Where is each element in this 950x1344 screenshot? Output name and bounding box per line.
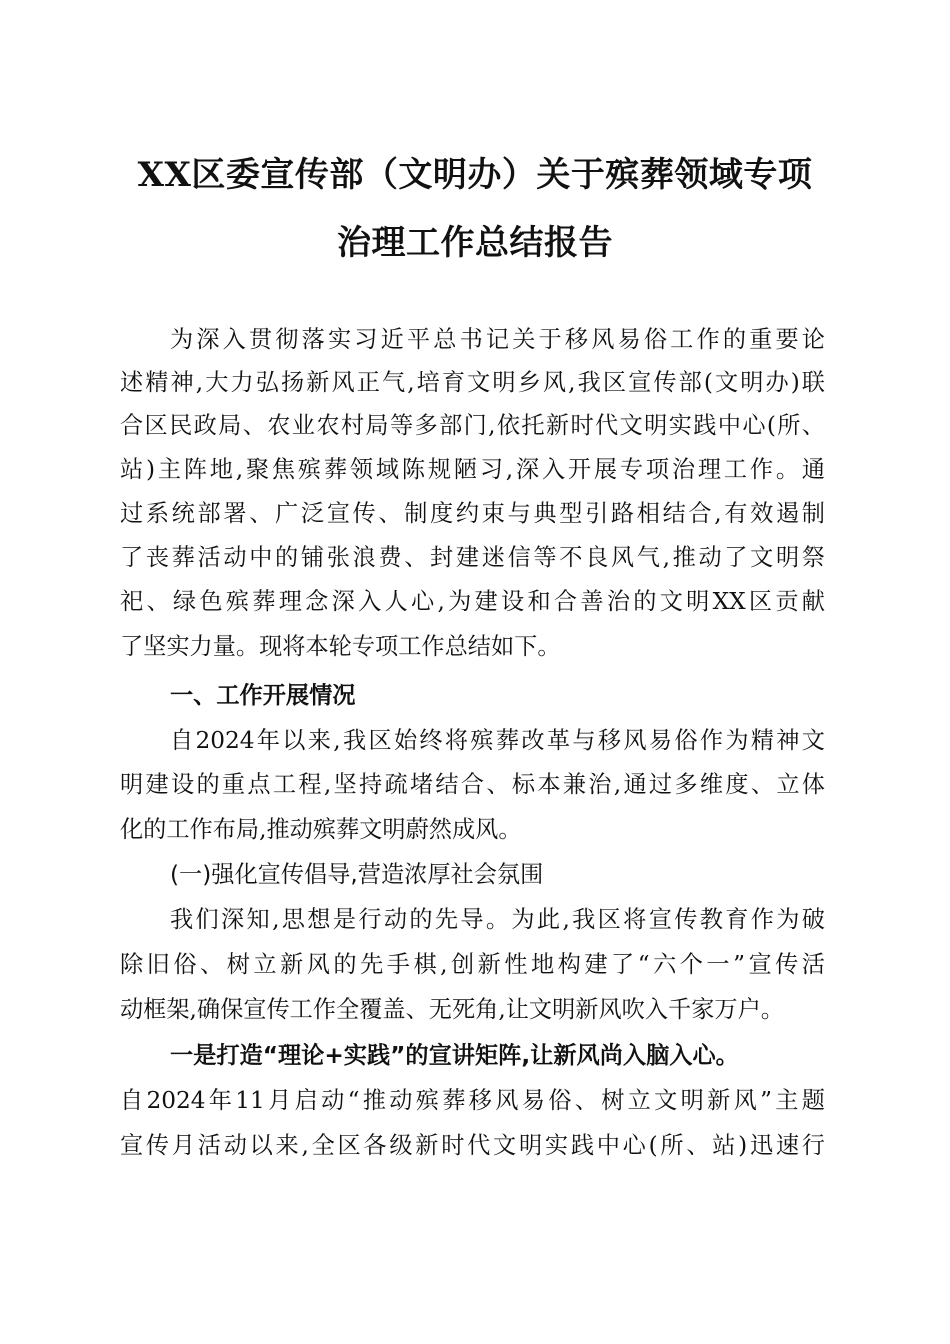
subsection-line: 除旧俗、树立新风的先手棋,创新性地构建了“六个一”宣传活 [120,951,825,978]
intro-line: 站)主阵地,聚焦殡葬领域陈规陋习,深入开展专项治理工作。通 [120,456,825,483]
section1-line: 化的工作布局,推动殡葬文明蔚然成风。 [120,816,522,843]
document-title-line-1: XX区委宣传部（文明办）关于殡葬领域专项 [137,155,813,195]
section1-line: 明建设的重点工程,坚持疏堵结合、标本兼治,通过多维度、立体 [120,771,825,798]
document-title-line-2: 治理工作总结报告 [337,223,613,263]
intro-line: 述精神,大力弘扬新风正气,培育文明乡风,我区宣传部(文明办)联 [120,369,825,396]
point-lead: 一是打造“理论+实践”的宣讲矩阵,让新风尚入脑入心。 [170,1042,739,1069]
point-line: 宣传月活动以来,全区各级新时代文明实践中心(所、站)迅速行 [120,1132,825,1159]
intro-line: 为深入贯彻落实习近平总书记关于移风易俗工作的重要论 [170,326,825,353]
point-line: 自2024年11月启动“推动殡葬移风易俗、树立文明新风”主题 [120,1087,825,1114]
intro-line: 祀、绿色殡葬理念深入人心,为建设和合善治的文明XX区贡献 [120,588,825,615]
subsection-heading: (一)强化宣传倡导,营造浓厚社会氛围 [170,861,544,888]
intro-line: 了坚实力量。现将本轮专项工作总结如下。 [120,633,561,660]
subsection-line: 我们深知,思想是行动的先导。为此,我区将宣传教育作为破 [170,906,825,933]
section-heading: 一、工作开展情况 [170,682,356,709]
intro-line: 过系统部署、广泛宣传、制度约束与典型引路相结合,有效遏制 [120,500,825,527]
intro-line: 合区民政局、农业农村局等多部门,依托新时代文明实践中心(所、 [120,412,825,439]
section1-line: 自2024年以来,我区始终将殡葬改革与移风易俗作为精神文 [170,727,825,754]
subsection-line: 动框架,确保宣传工作全覆盖、无死角,让文明新风吹入千家万户。 [120,996,784,1023]
intro-line: 了丧葬活动中的铺张浪费、封建迷信等不良风气,推动了文明祭 [120,544,825,571]
